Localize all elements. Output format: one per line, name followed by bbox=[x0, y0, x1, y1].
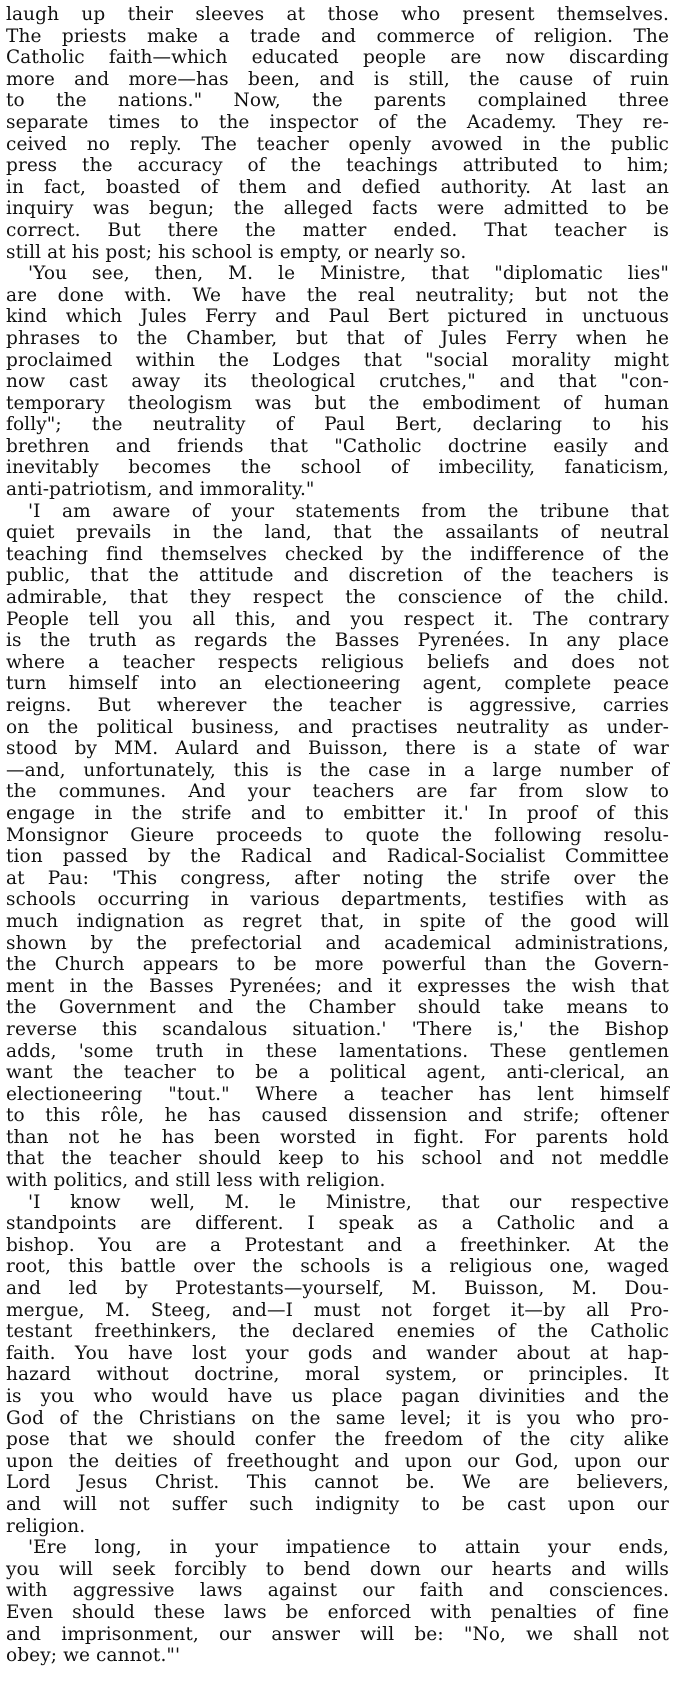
text-line: you will seek forcibly to bend down our hearts and wills bbox=[6, 1558, 669, 1580]
text-line: correct. But there the matter ended. That teacher is bbox=[6, 219, 669, 241]
paragraph bbox=[6, 4, 669, 263]
text-line: kind which Jules Ferry and Paul Bert pictured in unctuous bbox=[6, 306, 669, 328]
text-line: still at his post; his school is empty, or nearly so. bbox=[6, 241, 467, 263]
text-line: People tell you all this, and you respect it. The contrary bbox=[6, 608, 669, 630]
text-line: laugh up their sleeves at those who present themselves. bbox=[6, 4, 669, 25]
text-line: 'I know well, M. le Ministre, that our respective bbox=[28, 1191, 669, 1213]
text-line: quiet prevails in the land, that the assailants of neutral bbox=[6, 522, 669, 544]
text-line: want the teacher to be a political agent, anti-clerical, an bbox=[6, 1062, 669, 1084]
text-line: turn himself into an electioneering agent, complete peace bbox=[6, 673, 669, 695]
text-line: tion passed by the Radical and Radical-Socialist Committee bbox=[6, 846, 669, 868]
paragraph bbox=[6, 1537, 669, 1667]
text-line: standpoints are different. I speak as a Catholic and a bbox=[6, 1213, 669, 1235]
text-line: the communes. And your teachers are far from slow to bbox=[6, 781, 669, 803]
text-line: 'Ere long, in your impatience to attain your ends, bbox=[28, 1537, 669, 1559]
text-line: religion. bbox=[6, 1515, 86, 1537]
text-line: reverse this scandalous situation.' 'There is,' the Bishop bbox=[6, 1018, 669, 1040]
paragraph bbox=[6, 263, 669, 501]
text-line: much indignation as regret that, in spite of the good will bbox=[6, 910, 669, 932]
text-line: folly"; the neutrality of Paul Bert, declaring to his bbox=[6, 414, 669, 436]
text-line: testant freethinkers, the declared enemies of the Catholic bbox=[6, 1321, 669, 1343]
text-line: stood by MM. Aulard and Buisson, there is a state of war bbox=[6, 738, 669, 760]
text-line: pose that we should confer the freedom of the city alike bbox=[6, 1429, 669, 1451]
text-line: upon the deities of freethought and upon our God, upon our bbox=[6, 1450, 669, 1472]
text-line: on the political business, and practises neutrality as under- bbox=[6, 716, 669, 738]
text-line: at Pau: 'This congress, after noting the strife over the bbox=[6, 867, 669, 889]
text-line: Lord Jesus Christ. This cannot be. We are believers, bbox=[6, 1472, 669, 1494]
text-line: public, that the attitude and discretion of the teachers is bbox=[6, 565, 669, 587]
text-line: that the teacher should keep to his school and not meddle bbox=[6, 1148, 669, 1170]
text-line: The priests make a trade and commerce of religion. The bbox=[6, 25, 669, 47]
text-line: schools occurring in various departments, testifies with as bbox=[6, 889, 669, 911]
text-line: anti-patriotism, and immorality." bbox=[6, 479, 315, 501]
text-line: brethren and friends that "Catholic doctrine easily and bbox=[6, 435, 669, 457]
text-line: obey; we cannot."' bbox=[6, 1645, 181, 1667]
text-line: are done with. We have the real neutrality; but not the bbox=[6, 284, 669, 306]
text-line: and imprisonment, our answer will be: "No, we shall not bbox=[6, 1623, 669, 1645]
text-line: inevitably becomes the school of imbecility, fanaticism, bbox=[6, 457, 669, 479]
text-line: now cast away its theological crutches," and that "con- bbox=[6, 371, 669, 393]
text-line: with politics, and still less with religion. bbox=[6, 1170, 386, 1192]
text-line: and led by Protestants—yourself, M. Buisson, M. Dou- bbox=[6, 1278, 669, 1300]
text-line: is you who would have us place pagan divinities and the bbox=[6, 1386, 669, 1407]
text-line: to the nations." Now, the parents complained three bbox=[6, 90, 669, 112]
text-line: the Church appears to be more powerful than the Govern- bbox=[6, 954, 669, 976]
text-line: Monsignor Gieure proceeds to quote the following resolu- bbox=[6, 824, 669, 846]
text-line: hazard without doctrine, moral system, or principles. It bbox=[6, 1364, 669, 1386]
text-line: bishop. You are a Protestant and a freethinker. At the bbox=[6, 1234, 669, 1256]
text-line: God of the Christians on the same level; it is you who pro- bbox=[6, 1407, 669, 1429]
text-line: where a teacher respects religious beliefs and does not bbox=[6, 651, 669, 673]
text-line: inquiry was begun; the alleged facts were admitted to be bbox=[6, 198, 669, 220]
text-line: temporary theologism was but the embodiment of human bbox=[6, 392, 669, 414]
text-line: reigns. But wherever the teacher is aggressive, carries bbox=[6, 695, 669, 716]
text-line: the Government and the Chamber should take means to bbox=[6, 997, 669, 1019]
text-line: separate times to the inspector of the Academy. They re- bbox=[6, 111, 669, 133]
text-line: 'You see, then, M. le Ministre, that "diplomatic lies" bbox=[28, 263, 669, 285]
text-line: mergue, M. Steeg, and—I must not forget it—by all Pro- bbox=[6, 1299, 669, 1321]
text-line: admirable, that they respect the conscience of the child. bbox=[6, 587, 669, 609]
text-line: than not he has been worsted in fight. For parents hold bbox=[6, 1126, 669, 1148]
text-line: proclaimed within the Lodges that "social morality might bbox=[6, 349, 669, 371]
text-line: teaching find themselves checked by the indifference of the bbox=[6, 543, 669, 565]
paragraph bbox=[6, 1192, 669, 1538]
text-line: and will not suffer such indignity to be cast upon our bbox=[6, 1493, 669, 1515]
text-line: to this rôle, he has caused dissension and strife; oftener bbox=[6, 1105, 669, 1127]
text-line: ment in the Basses Pyrenées; and it expresses the wish that bbox=[6, 975, 669, 997]
text-line: —and, unfortunately, this is the case in a large number of bbox=[6, 759, 669, 781]
text-line: in fact, boasted of them and defied authority. At last an bbox=[6, 176, 669, 198]
paragraph bbox=[6, 501, 669, 1192]
text-line: more and more—has been, and is still, the cause of ruin bbox=[6, 68, 669, 90]
text-line: root, this battle over the schools is a religious one, waged bbox=[6, 1256, 669, 1278]
text-line: ceived no reply. The teacher openly avowed in the public bbox=[6, 133, 669, 155]
text-line: phrases to the Chamber, but that of Jules Ferry when he bbox=[6, 327, 669, 349]
text-line: Catholic faith—which educated people are now discarding bbox=[6, 47, 669, 69]
text-line: shown by the prefectorial and academical administrations, bbox=[6, 932, 669, 954]
text-line: 'I am aware of your statements from the tribune that bbox=[28, 500, 669, 522]
text-line: adds, 'some truth in these lamentations. These gentlemen bbox=[6, 1040, 669, 1062]
text-line: faith. You have lost your gods and wander about at hap- bbox=[6, 1342, 669, 1364]
text-line: press the accuracy of the teachings attributed to him; bbox=[6, 155, 669, 177]
text-line: electioneering "tout." Where a teacher has lent himself bbox=[6, 1083, 669, 1105]
text-line: is the truth as regards the Basses Pyrenées. In any place bbox=[6, 630, 669, 652]
text-line: engage in the strife and to embitter it.' In proof of this bbox=[6, 802, 669, 824]
text-line: Even should these laws be enforced with penalties of fine bbox=[6, 1601, 669, 1623]
text-line: with aggressive laws against our faith and consciences. bbox=[6, 1580, 669, 1602]
